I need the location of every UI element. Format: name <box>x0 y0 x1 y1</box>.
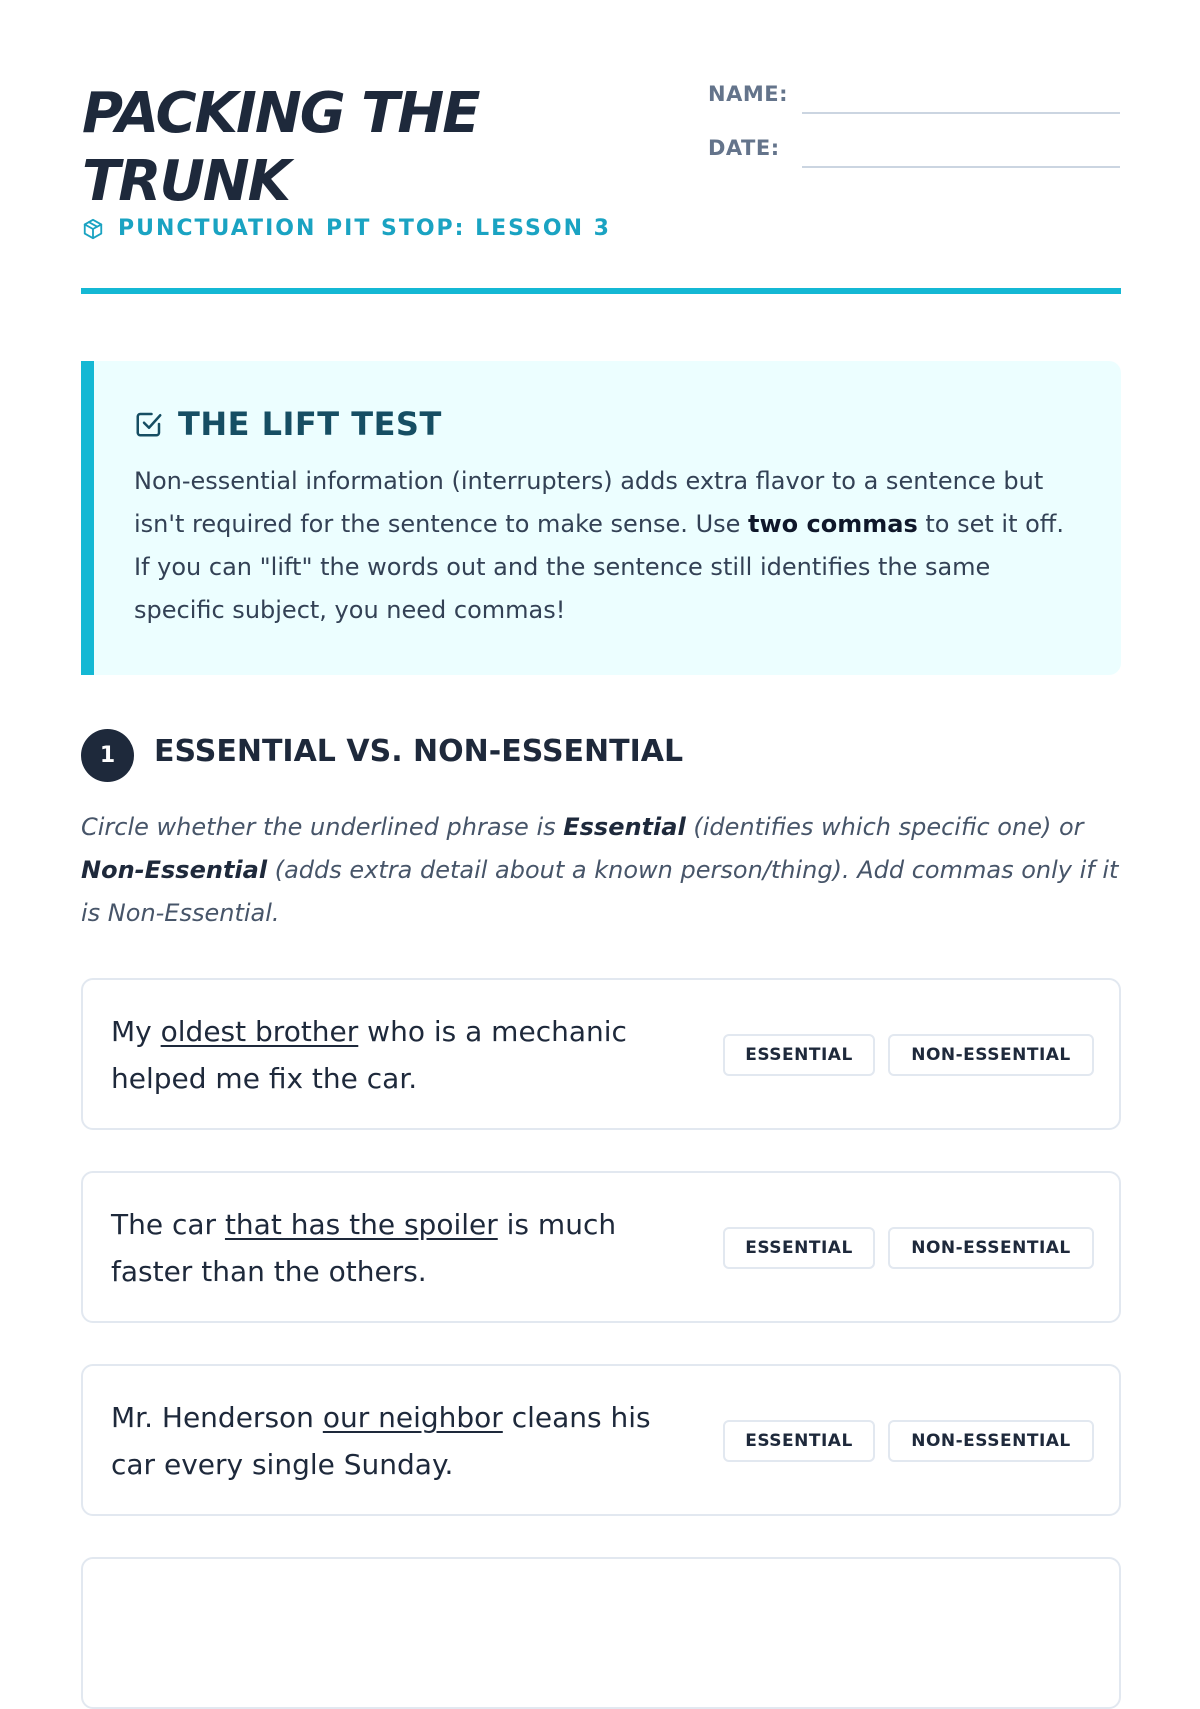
package-icon <box>82 218 104 240</box>
non-essential-button[interactable]: NON-ESSENTIAL <box>888 1420 1094 1462</box>
sentence-part: My <box>111 1015 161 1048</box>
question-sentence <box>111 1394 691 1488</box>
title-line-2: TRUNK <box>82 149 290 214</box>
title-line-1: PACKING THE <box>82 81 479 146</box>
name-row <box>708 80 1120 134</box>
question-sentence <box>111 1201 691 1295</box>
lesson-subtitle <box>82 216 611 241</box>
lift-test-text-part: Non-essential information (interrupters) adds extra flavor to a sentence but isn't required for the sentence to make sense. Use <box>134 467 1044 538</box>
date-field[interactable] <box>802 166 1120 168</box>
lift-test-text <box>134 460 1064 632</box>
underlined-phrase: our neighbor <box>322 1401 503 1434</box>
lesson-label: PUNCTUATION PIT STOP: LESSON 3 <box>118 216 611 241</box>
instructions-part: Circle whether the underlined phrase is <box>81 813 564 841</box>
name-label: NAME: <box>708 82 788 106</box>
lift-test-text-part: to set it off. If you can "lift" the words out and the sentence still identifies the same specific subject, you need commas! <box>134 510 1064 624</box>
section-number: 1 <box>81 729 134 782</box>
sentence-part: is much faster than the others. <box>111 1208 617 1288</box>
non-essential-button[interactable]: NON-ESSENTIAL <box>888 1034 1094 1076</box>
underlined-phrase: oldest brother <box>160 1015 359 1048</box>
question-card <box>81 1171 1121 1323</box>
essential-button[interactable]: ESSENTIAL <box>723 1227 875 1269</box>
underlined-phrase: that has the spoiler <box>224 1208 498 1241</box>
checkbox-icon <box>134 409 164 439</box>
instructions-bold: Essential <box>563 813 686 841</box>
page-title <box>82 80 682 216</box>
lift-test-header <box>134 405 442 443</box>
name-date-fields <box>708 80 1120 188</box>
lift-test-box <box>81 361 1121 675</box>
sentence-part: who is a mechanic helped me fix the car. <box>111 1015 627 1095</box>
section-instructions <box>81 806 1126 935</box>
sentence-part: Mr. Henderson <box>111 1401 323 1434</box>
date-row <box>708 134 1120 188</box>
essential-button[interactable]: ESSENTIAL <box>723 1420 875 1462</box>
instructions-bold: Non-Essential <box>81 856 268 884</box>
sentence-part: The car <box>111 1208 225 1241</box>
question-card <box>81 978 1121 1130</box>
instructions-part: (identifies which specific one) or <box>685 813 1084 841</box>
name-field[interactable] <box>802 112 1120 114</box>
instructions-part: (adds extra detail about a known person/thing). Add commas only if it is Non-Essential. <box>81 856 1119 927</box>
lift-test-title: THE LIFT TEST <box>178 405 442 443</box>
question-card-partial <box>81 1557 1121 1709</box>
essential-button[interactable]: ESSENTIAL <box>723 1034 875 1076</box>
question-sentence <box>111 1008 691 1102</box>
question-card <box>81 1364 1121 1516</box>
non-essential-button[interactable]: NON-ESSENTIAL <box>888 1227 1094 1269</box>
lift-test-bold: two commas <box>748 510 918 538</box>
sentence-part: cleans his car every single Sunday. <box>111 1401 651 1481</box>
section-title: ESSENTIAL VS. NON-ESSENTIAL <box>154 734 684 769</box>
header-divider <box>81 288 1121 294</box>
date-label: DATE: <box>708 136 780 160</box>
